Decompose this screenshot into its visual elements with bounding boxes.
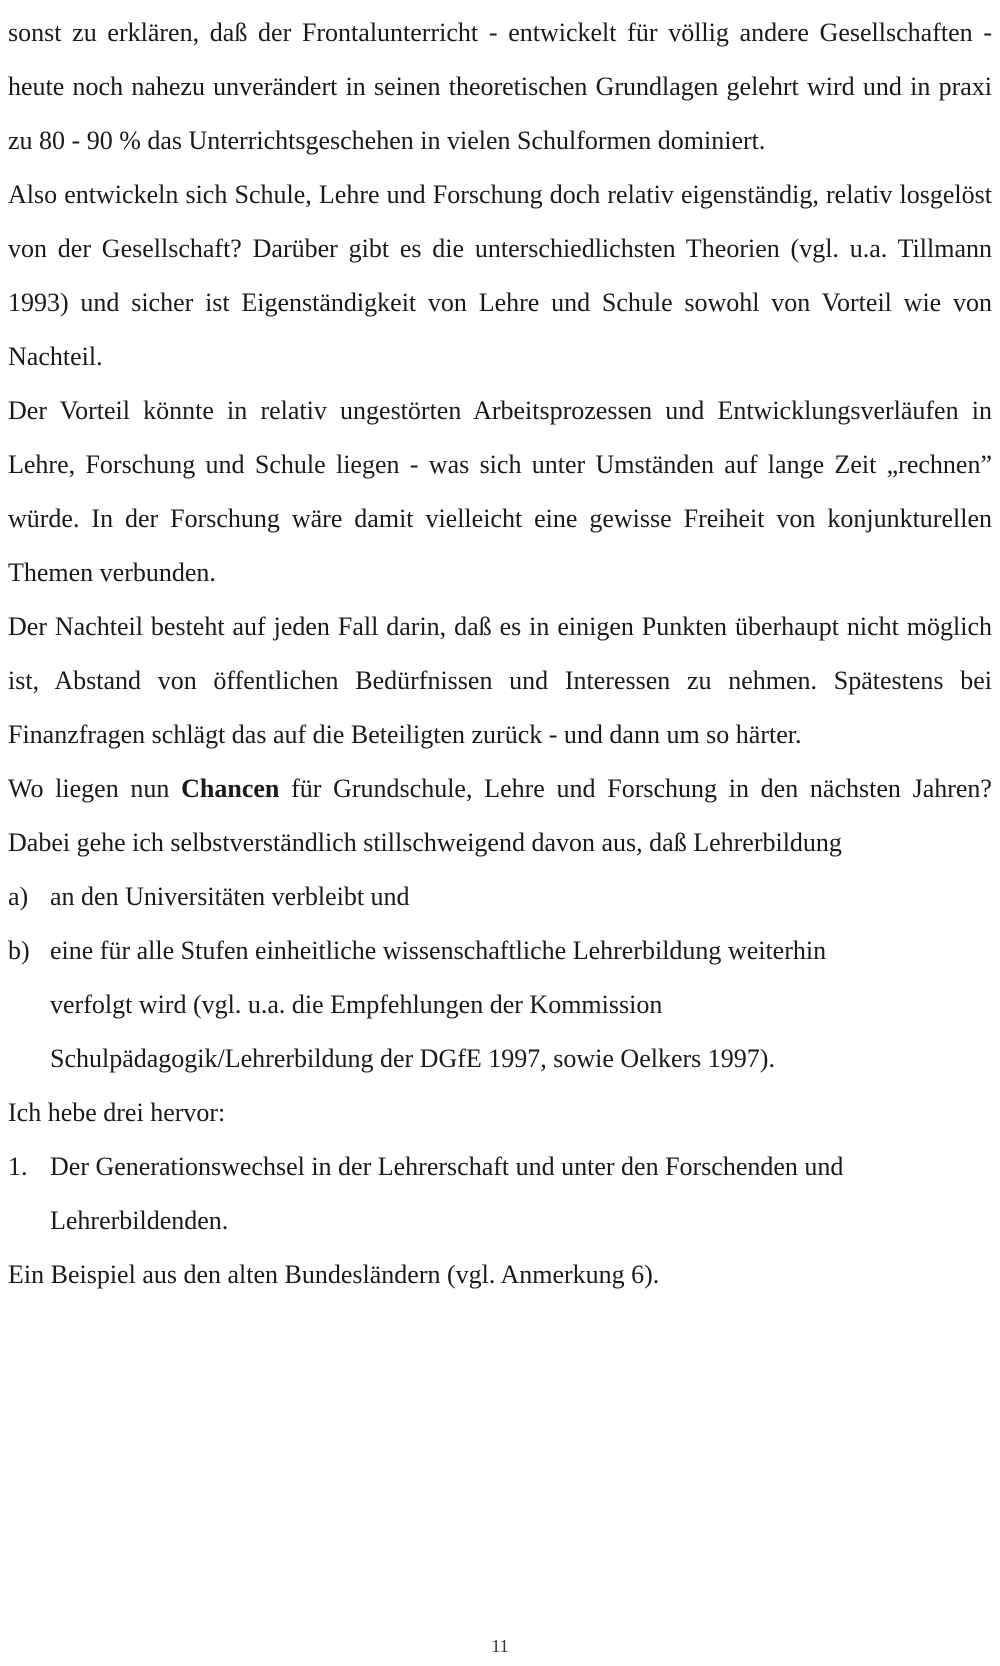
list-item	[8, 870, 992, 924]
paragraph-eigenstaendigkeit: Also entwickeln sich Schule, Lehre und Forschung doch relativ eigenständig, relativ losgelöst von der Gesellschaft? Darüber gibt es die unterschiedlichsten Theorien (vgl. u.a. Tillmann 1993) und sicher ist Eigenständigkeit von Lehre und Schule sowohl von Vorteil wie von Nachteil.	[8, 180, 992, 371]
paragraph-beispiel: Ein Beispiel aus den alten Bundesländern (vgl. Anmerkung 6).	[8, 1260, 660, 1289]
list-item-text: eine für alle Stufen einheitliche wissenschaftliche Lehrerbildung weiterhin verfolgt wird (vgl. u.a. die Empfehlungen der Kommission Schulpädagogik/Lehrerbildung der DGfE 1997, sowie Oelkers 1997).	[50, 936, 827, 1073]
paragraph-frontalunterricht: sonst zu erklären, daß der Frontalunterricht - entwickelt für völlig andere Gesellschaften - heute noch nahezu unverändert in seinen theoretischen Grundlagen gelehrt wird und in praxi zu 80 - 90 % das Unterrichtsgeschehen in vielen Schulformen dominiert.	[8, 18, 992, 155]
list-item	[8, 924, 992, 1086]
chancen-lead-text: Wo liegen nun	[8, 774, 182, 803]
chancen-bold-text: Chancen	[181, 774, 280, 803]
page-number: 11	[491, 1636, 509, 1656]
list-item	[8, 1140, 992, 1248]
list-item-text: an den Universitäten verbleibt und	[50, 882, 410, 911]
list-item-text: Der Generationswechsel in der Lehrerschaft und unter den Forschenden und Lehrerbildenden.	[50, 1152, 844, 1235]
paragraph-drei-hervor: Ich hebe drei hervor:	[8, 1098, 226, 1127]
highlights-list	[8, 1140, 992, 1248]
conditions-list	[8, 870, 992, 1086]
list-marker: 1.	[8, 1152, 28, 1181]
paragraph-chancen	[8, 762, 992, 870]
document-page	[8, 6, 992, 1302]
paragraph-vorteil: Der Vorteil könnte in relativ ungestörten Arbeitsprozessen und Entwicklungsverläufen in Lehre, Forschung und Schule liegen - was sich unter Umständen auf lange Zeit „rechnen” würde. In der Forschung wäre damit vielleicht eine gewisse Freiheit von konjunkturellen Themen verbunden.	[8, 396, 992, 587]
list-marker: b)	[8, 936, 30, 965]
paragraph-nachteil: Der Nachteil besteht auf jeden Fall darin, daß es in einigen Punkten überhaupt nicht möglich ist, Abstand von öffentlichen Bedürfnissen und Interessen zu nehmen. Spätestens bei Finanzfragen schlägt das auf die Beteiligten zurück - und dann um so härter.	[8, 612, 992, 749]
chancen-trailing-text: für Grundschule, Lehre und Forschung in den nächsten Jahren? Dabei gehe ich selbstverständlich stillschweigend davon aus, daß Lehrerbildung	[8, 774, 992, 857]
list-marker: a)	[8, 882, 29, 911]
